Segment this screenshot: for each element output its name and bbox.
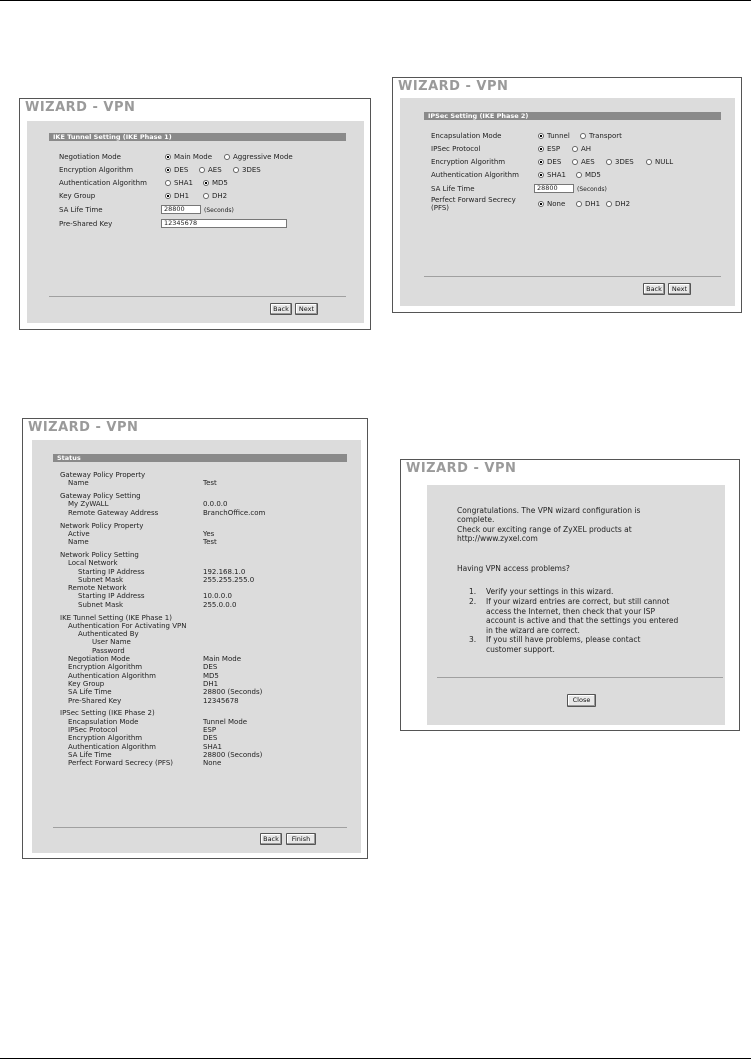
status-group-heading: IKE Tunnel Setting (IKE Phase 1) bbox=[60, 613, 172, 622]
status-row-label: Authentication Algorithm bbox=[68, 742, 156, 751]
radio-selected-icon[interactable] bbox=[538, 172, 544, 178]
sa-life-time-input[interactable]: 28800 bbox=[161, 205, 201, 214]
status-row-label: SA Life Time bbox=[68, 688, 112, 697]
status-row-label: Encapsulation Mode bbox=[68, 717, 139, 726]
status-row-label: My ZyWALL bbox=[68, 500, 109, 509]
option-3des[interactable]: 3DES bbox=[233, 166, 261, 175]
status-group-heading: IPSec Setting (IKE Phase 2) bbox=[60, 709, 155, 718]
negotiation-mode-label: Negotiation Mode bbox=[59, 153, 121, 161]
ipsec-section-header: IPSec Setting (IKE Phase 2) bbox=[424, 112, 721, 120]
step-3-number: 3. bbox=[469, 635, 477, 644]
status-row-label: Active bbox=[68, 529, 90, 538]
step-3-text-1: If you still have problems, please contact bbox=[486, 635, 641, 644]
key-group-label: Key Group bbox=[59, 192, 96, 200]
option-pfs-none[interactable]: None bbox=[538, 200, 565, 209]
ike-phase1-window bbox=[19, 98, 371, 330]
back-button[interactable]: Back bbox=[643, 283, 665, 295]
status-row-value: None bbox=[203, 759, 222, 768]
option-tunnel[interactable]: Tunnel bbox=[538, 132, 570, 141]
radio-icon[interactable] bbox=[572, 146, 578, 152]
option-pfs-dh1[interactable]: DH1 bbox=[576, 200, 600, 209]
status-group-heading: Network Policy Property bbox=[60, 521, 144, 530]
button-separator bbox=[424, 276, 721, 277]
problems-heading: Having VPN access problems? bbox=[457, 564, 570, 573]
status-row-value: 0.0.0.0 bbox=[203, 500, 228, 509]
status-row-value: DES bbox=[203, 663, 218, 672]
step-1-number: 1. bbox=[469, 587, 477, 596]
ike-section-header: IKE Tunnel Setting (IKE Phase 1) bbox=[49, 133, 346, 141]
sa-life-time-label: SA Life Time bbox=[59, 206, 103, 214]
radio-selected-icon[interactable] bbox=[165, 154, 171, 160]
radio-icon[interactable] bbox=[572, 159, 578, 165]
radio-icon[interactable] bbox=[606, 201, 612, 207]
radio-icon[interactable] bbox=[576, 201, 582, 207]
option-md5[interactable]: MD5 bbox=[203, 179, 228, 188]
radio-icon[interactable] bbox=[203, 193, 209, 199]
page-bottom-rule bbox=[0, 1058, 751, 1059]
status-row-value: Main Mode bbox=[203, 655, 242, 663]
radio-selected-icon[interactable] bbox=[538, 159, 544, 165]
status-row-label: User Name bbox=[92, 638, 131, 647]
option-md5[interactable]: MD5 bbox=[576, 171, 601, 180]
step-2-text-3: account is active and that the settings you entered bbox=[486, 616, 679, 625]
completion-panel bbox=[427, 485, 725, 725]
option-aes[interactable]: AES bbox=[199, 166, 222, 175]
back-button[interactable]: Back bbox=[260, 833, 282, 845]
status-row-label: Subnet Mask bbox=[78, 600, 124, 609]
radio-icon[interactable] bbox=[224, 154, 230, 160]
button-separator bbox=[53, 827, 347, 828]
status-row-value: 28800 (Seconds) bbox=[203, 688, 263, 697]
status-row-value: 255.0.0.0 bbox=[203, 600, 237, 609]
status-panel bbox=[32, 440, 361, 853]
encryption-algorithm-label: Encryption Algorithm bbox=[59, 166, 134, 174]
window-title: WIZARD - VPN bbox=[398, 79, 509, 94]
option-transport[interactable]: Transport bbox=[580, 132, 622, 141]
pfs-label-line1: Perfect Forward Secrecy bbox=[431, 196, 516, 204]
step-2-number: 2. bbox=[469, 597, 477, 606]
status-row-value: 192.168.1.0 bbox=[203, 567, 246, 576]
radio-icon[interactable] bbox=[233, 167, 239, 173]
button-separator bbox=[437, 677, 723, 678]
status-window bbox=[22, 418, 368, 859]
option-pfs-dh2[interactable]: DH2 bbox=[606, 200, 630, 209]
status-row-value: 255.255.255.0 bbox=[203, 575, 255, 584]
status-row-label: Local Network bbox=[68, 559, 118, 568]
step-2-text-4: in the wizard are correct. bbox=[486, 626, 580, 635]
option-des[interactable]: DES bbox=[538, 158, 561, 167]
sa-life-time-label: SA Life Time bbox=[431, 185, 475, 193]
window-title: WIZARD - VPN bbox=[406, 461, 517, 476]
status-row-label: Starting IP Address bbox=[78, 567, 145, 576]
radio-selected-icon[interactable] bbox=[203, 180, 209, 186]
option-des[interactable]: DES bbox=[165, 166, 188, 175]
radio-icon[interactable] bbox=[606, 159, 612, 165]
radio-icon[interactable] bbox=[165, 180, 171, 186]
option-dh1[interactable]: DH1 bbox=[165, 192, 189, 201]
option-aggressive-mode[interactable]: Aggressive Mode bbox=[224, 153, 293, 162]
status-row-label: Authentication Algorithm bbox=[68, 671, 156, 680]
seconds-unit: (Seconds) bbox=[577, 186, 607, 193]
status-row-label: Perfect Forward Secrecy (PFS) bbox=[68, 759, 173, 768]
option-3des[interactable]: 3DES bbox=[606, 158, 634, 167]
status-group-heading: Network Policy Setting bbox=[60, 550, 139, 559]
pre-shared-key-input[interactable]: 12345678 bbox=[161, 219, 287, 228]
page-top-rule bbox=[0, 0, 751, 1]
authentication-algorithm-label: Authentication Algorithm bbox=[59, 179, 147, 187]
status-row-label: Encryption Algorithm bbox=[68, 734, 143, 743]
radio-icon[interactable] bbox=[580, 133, 586, 139]
authentication-algorithm-label: Authentication Algorithm bbox=[431, 171, 519, 179]
encryption-algorithm-label: Encryption Algorithm bbox=[431, 158, 506, 166]
status-row-label: Remote Network bbox=[68, 584, 127, 593]
status-row-label: Authenticated By bbox=[78, 630, 139, 639]
option-sha1[interactable]: SHA1 bbox=[538, 171, 566, 180]
step-3-text-2: customer support. bbox=[486, 645, 555, 654]
status-group-heading: Gateway Policy Setting bbox=[60, 492, 141, 501]
status-row-label: Negotiation Mode bbox=[68, 655, 130, 663]
status-row-value: BranchOffice.com bbox=[203, 508, 266, 517]
status-row-value: DES bbox=[203, 734, 218, 743]
step-2-text-2: access the Internet, then check that your ISP bbox=[486, 607, 656, 616]
status-row-label: Pre-Shared Key bbox=[68, 696, 122, 705]
ike-form-panel bbox=[27, 121, 364, 323]
status-row-label: Starting IP Address bbox=[78, 592, 145, 601]
congrats-line-2: complete. bbox=[457, 515, 495, 524]
status-section-header: Status bbox=[53, 454, 347, 462]
status-row-label: Key Group bbox=[68, 679, 105, 688]
congrats-line-3: Check our exciting range of ZyXEL products at bbox=[457, 525, 632, 534]
option-sha1[interactable]: SHA1 bbox=[165, 179, 193, 188]
next-button[interactable]: Next bbox=[668, 283, 691, 295]
seconds-unit: (Seconds) bbox=[204, 207, 234, 214]
status-row-value: MD5 bbox=[203, 671, 219, 680]
radio-icon[interactable] bbox=[576, 172, 582, 178]
status-row-label: Encryption Algorithm bbox=[68, 663, 143, 672]
finish-button[interactable]: Finish bbox=[286, 833, 316, 845]
back-button[interactable]: Back bbox=[270, 303, 292, 315]
encapsulation-mode-label: Encapsulation Mode bbox=[431, 132, 502, 140]
option-esp[interactable]: ESP bbox=[538, 145, 560, 154]
completion-window bbox=[400, 459, 740, 731]
sa-life-time-input[interactable]: 28800 bbox=[534, 184, 574, 193]
status-row-value: Test bbox=[203, 538, 217, 547]
pfs-label-line2: (PFS) bbox=[431, 204, 450, 212]
status-row-value: Tunnel Mode bbox=[203, 717, 248, 726]
window-title: WIZARD - VPN bbox=[25, 100, 136, 115]
radio-selected-icon[interactable] bbox=[165, 167, 171, 173]
zyxel-link[interactable]: http://www.zyxel.com bbox=[457, 534, 538, 543]
radio-icon[interactable] bbox=[646, 159, 652, 165]
ipsec-protocol-label: IPSec Protocol bbox=[431, 145, 481, 153]
radio-selected-icon[interactable] bbox=[538, 133, 544, 139]
status-row-value: Test bbox=[203, 479, 217, 488]
ipsec-phase2-window bbox=[392, 77, 742, 313]
status-row-value: ESP bbox=[203, 725, 217, 734]
status-row-label: Name bbox=[68, 479, 89, 488]
status-row-value: 28800 (Seconds) bbox=[203, 750, 263, 759]
status-row-value: Yes bbox=[203, 529, 215, 538]
status-row-label: SA Life Time bbox=[68, 750, 112, 759]
status-row-value: SHA1 bbox=[203, 742, 222, 751]
window-title: WIZARD - VPN bbox=[28, 420, 139, 435]
status-row-value: 12345678 bbox=[203, 696, 239, 705]
option-aes[interactable]: AES bbox=[572, 158, 595, 167]
congrats-line-1: Congratulations. The VPN wizard configuration is bbox=[457, 506, 641, 515]
option-null[interactable]: NULL bbox=[646, 158, 673, 167]
button-separator bbox=[49, 296, 346, 297]
pre-shared-key-label: Pre-Shared Key bbox=[59, 220, 113, 228]
status-row-label: Name bbox=[68, 538, 89, 547]
status-row-label: IPSec Protocol bbox=[68, 725, 118, 734]
option-ah[interactable]: AH bbox=[572, 145, 591, 154]
radio-selected-icon[interactable] bbox=[165, 193, 171, 199]
ipsec-form-panel bbox=[400, 98, 735, 306]
step-2-text-1: If your wizard entries are correct, but still cannot bbox=[486, 597, 670, 606]
radio-selected-icon[interactable] bbox=[538, 201, 544, 207]
status-group-heading: Gateway Policy Property bbox=[60, 471, 146, 479]
status-row-label: Authentication For Activating VPN bbox=[68, 621, 187, 630]
status-row-label: Remote Gateway Address bbox=[68, 508, 159, 517]
status-row-value: DH1 bbox=[203, 679, 219, 688]
option-dh2[interactable]: DH2 bbox=[203, 192, 227, 201]
radio-icon[interactable] bbox=[199, 167, 205, 173]
status-row-label: Password bbox=[92, 646, 125, 655]
next-button[interactable]: Next bbox=[295, 303, 318, 315]
step-1-text: Verify your settings in this wizard. bbox=[486, 587, 614, 596]
status-row-value: 10.0.0.0 bbox=[203, 592, 232, 601]
option-main-mode[interactable]: Main Mode bbox=[165, 153, 212, 162]
close-button[interactable]: Close bbox=[567, 694, 596, 707]
radio-selected-icon[interactable] bbox=[538, 146, 544, 152]
status-row-label: Subnet Mask bbox=[78, 575, 124, 584]
